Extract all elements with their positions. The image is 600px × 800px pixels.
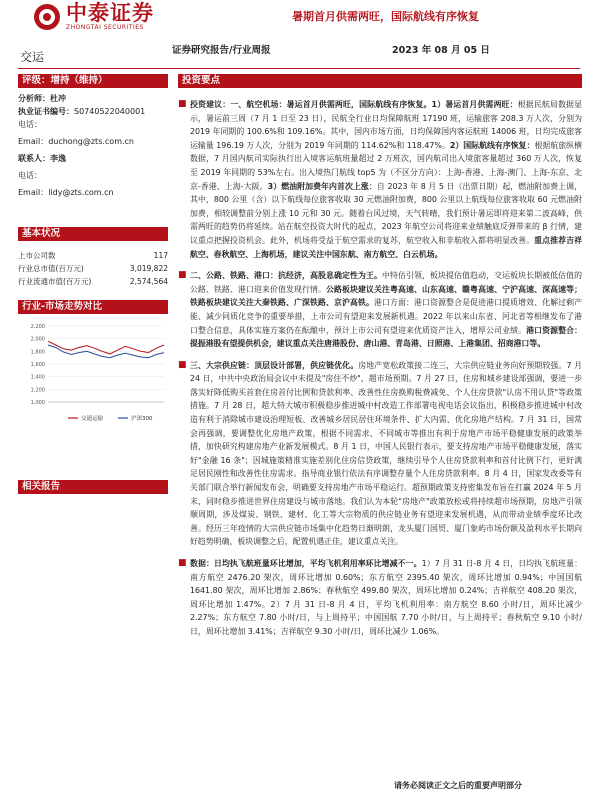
logo-emblem-icon [34, 4, 60, 30]
point-text: 港口方面：港口资源整合是促进港口提质增效、化解过剩产能、减少同质化竞争的重要举措，上市公司有望迎来发展新机遇。2022 年以来山东省、河北省等相继发布了港口整合信息，具体实施方案仍在酝酿中，预计上市公司有望迎来优质资产注入，增厚公司业绩。 [190, 298, 582, 335]
company-logo [34, 2, 154, 31]
chart-legend-label: 交通运输 [81, 416, 104, 422]
report-headline: 暑期首月供需两旺，国际航线有序恢复 [292, 10, 479, 23]
analyst-name: 分析师：杜冲 [18, 94, 66, 103]
chart-y-tick-label: 1,000 [30, 400, 45, 406]
stat-label: 行业流通市值(百万元) [18, 277, 92, 286]
logo-chinese-name: 中泰证券 [66, 1, 154, 25]
cert-line [18, 105, 168, 118]
stat-row [18, 262, 168, 275]
point-bold: 2）国际航线有序恢复： [449, 140, 535, 150]
point-text: 中特估引领，板块提估值趋动，交运板块长期被低估值的公路、铁路、港口迎来价值发现行情。 [190, 271, 582, 294]
analyst-email[interactable]: Email：duchong@zts.com.cn [18, 137, 134, 146]
chart-y-tick-label: 2,200 [30, 324, 45, 330]
bullet-icon: ■ [178, 558, 187, 568]
cert-label: 执业证书编号： [18, 107, 74, 116]
point-text: 根据民航局数据显示，暑运前三周（7 月 1 日至 23 日），民航全行业日均保障航班 17190 班，运输旅客 208.3 万人次，分别为 2019 年同期的 100.6%和 109.16%。其中，国内市场方面，日均保障国内客运航班 14006 班，日均完成旅客运输量 196.19 万人次，分别为 2019 年同期的 114.62%和 118.47%。 [190, 100, 582, 150]
chart-series-line-0 [48, 341, 164, 354]
market-trend-svg [18, 320, 168, 430]
stat-row [18, 249, 168, 262]
chart-y-tick-label: 1,800 [30, 349, 45, 356]
chart-y-tick-label: 2,000 [30, 336, 45, 343]
basic-stats [18, 249, 168, 288]
left-sidebar [18, 74, 168, 494]
chart-legend-label: 沪深300 [131, 416, 153, 422]
point-bold: 重点推荐吉祥航空、春秋航空、上海机场，建议关注中国东航、南方航空、白云机场。 [190, 235, 582, 259]
point-text: 自 2023 年 8 月 5 日（出票日期）起，燃油附加费上调，其中，800 公里（含）以下航线每位旅客收取 30 元燃油附加费，800 公里以上航线每位旅客收取 60 元燃油附加费，相较调整前分别上涨 10 元和 30 元。随着台风过境，天气转晴，我们预计暑运即将迎来第二波高峰，供需两旺的趋势仍将延续。站在航空投资大时代的起点，2023 年航空公司将迎来业绩触底反弹带来的 β 行情，建议重点把握投资机会。此外，机场将受益于航空需求的复苏，航空收入和非航收入都将明显改善。 [190, 181, 582, 245]
point-lead: 投资建议：一、航空机场：暑运首月供需两旺，国际航线有序恢复。1）暑运首月供需两旺： [190, 100, 518, 109]
chart-y-tick-label: 1,200 [30, 387, 45, 394]
stat-value: 3,019,822 [129, 264, 168, 273]
bullet-icon: ■ [178, 270, 187, 281]
report-date: 2023 年 08 月 05 日 [392, 45, 490, 56]
stat-value: 117 [153, 251, 168, 260]
stat-label: 上市公司数 [18, 251, 56, 260]
related-reports-bar: 相关报告 [18, 480, 168, 494]
main-content [178, 74, 582, 639]
bullet-icon: ■ [178, 359, 187, 370]
point-lead: 三、大宗供应链：顶层设计部署，供应链优化。 [190, 360, 359, 370]
stat-value: 2,574,564 [129, 277, 168, 286]
point-text: 1）7 月 31 日-8 月 4 日，日均执飞航班量：南方航空 2476.20 架次，周环比增加 0.60%；东方航空 2395.40 架次，周环比增加 0.94%；中国国航 1641.80 架次，周环比增加 2.86%；春秋航空 499.80 架次，周环比增加 0.24%；吉祥航空 408.20 架次，周环比增加 1.47%。2）7 月 31 日-8 月 4 日，平均飞机利用率：南方航空 8.60 小时/日，周环比减少 2.27%；东方航空 7.80 小时/日，与上周持平；中国国航 7.70 小时/日，与上周持平；春秋航空 9.10 小时/日，周环比增加 3.41%；吉祥航空 9.30 小时/日，周环比减少 1.06%。 [190, 559, 582, 636]
stat-row [18, 275, 168, 288]
point-supply-chain [178, 359, 582, 549]
point-lead: 二、公路、铁路、港口：抗经济，高股息确定性为王。 [190, 271, 383, 281]
report-type: 证券研究报告/行业周报 [172, 45, 271, 56]
point-text: 根据航旅纵横数据，7 月国内航司实际执行出入境客运航班量超过 2 万班次，国内航司出入境旅客量超过 360 万人次，恢复至 2019 年同期的 53%左右。出入境热门航线 top5 为（不区分方向）：上海-香港、上海-澳门、上海-东京、北京-香港、上海-大阪。 [190, 140, 582, 191]
disclaimer-footer: 请务必阅读正文之后的重要声明部分 [394, 781, 522, 790]
point-highway-rail-port [178, 269, 582, 351]
contact-phone: 电话： [18, 171, 42, 180]
point-bold: 港口资源整合：提振港股有望提供机会，建议重点关注唐港股份、唐山港、青岛港、日照港、上港集团、招商港口等。 [190, 325, 582, 349]
market-trend-chart [18, 320, 168, 430]
chart-title-bar: 行业-市场走势对比 [18, 300, 168, 314]
basic-status-bar: 基本状况 [18, 227, 168, 241]
cert-number: S0740522040001 [74, 107, 146, 116]
bullet-icon: ■ [178, 99, 187, 109]
sector-label: 交运 [20, 50, 45, 64]
contact-name: 联系人：李逸 [18, 154, 66, 163]
analyst-phone: 电话： [18, 120, 42, 129]
contact-email[interactable]: Email：lidy@zts.com.cn [18, 188, 114, 197]
logo-english-name: ZHONGTAI SECURITIES [66, 24, 144, 31]
point-aviation [178, 98, 582, 261]
chart-y-tick-label: 1,400 [30, 374, 45, 381]
rating-bar: 评级：增持（维持） [18, 74, 168, 88]
key-points-bar: 投资要点 [178, 74, 582, 88]
header-divider [18, 68, 580, 69]
stat-label: 行业总市值(百万元) [18, 264, 84, 273]
point-lead: 数据：日均执飞航班量环比增加，平均飞机利用率环比增减不一。 [190, 559, 422, 568]
point-text: 房地产宽松政策接二连三，大宗供应链业务向好预期较强。7 月 24 日，中共中央政治局会议中未提及"房住不炒"，超市场预期。7 月 27 日，住房和城乡建设部强调，要进一步落实好降低购买首套住房首付比例和贷款利率、改善性住房换购税费减免、个人住房贷款"认房不用认贷"等政策措施。7 月 28 日，超大特大城市积极稳步推进城中村改造工作部署电视电话会议指出，积极稳步推进城中村改造有利于消除城市建设治理短板、改善城乡居民居住环境条件、扩大内需、优化房地产结构。7 月 31 日，国常会再强调，要调整优化房地产政策，根据不同需求、不同城市等推出有利于房地产市场平稳健康发展的政策举措，加快研究构建房地产业新发展模式。8 月 1 日，中国人民银行表示，要支持房地产市场平稳健康发展，落实好"金融 16 条"；因城施策精准实施差别化住房信贷政策，继续引导个人住房贷款利率和首付比例下行，更好满足居民刚性和改善性住房需求。指导商业银行依法有序调整存量个人住房贷款利率。8 月 4 日，国家发改委等有关部门联合举行新闻发布会，明确要支持房地产市场平稳运行。超预期政策支持密集发布旨在打赢 2024 年 5 月末，同时稳步推进世界住房建设与城市落地。我们认为本轮"房地产"政策放松或将持续超市场预期，房地产引领顺周期，涉及煤炭、钢铁、建材、化工等大宗物质的供应链业务有望迎来发展机遇，从而带动业绩季度环比改善。经历三年疫情的大宗供应链市场集中化趋势日渐明朗，龙头厦门国贸、厦门象屿市场份额及盈利水平长期向好趋势明确，板块调整之后，配置机遇正佳，建议重点关注。 [190, 360, 582, 547]
point-bold: 3）燃油附加费年内首次上涨： [267, 181, 377, 191]
point-bold: 公路板块建议关注粤高速、山东高速、赣粤高速、宁沪高速、深高速等；铁路板块建议关注大秦铁路、广深铁路、京沪高铁。 [190, 284, 582, 308]
point-data [178, 557, 582, 639]
chart-y-tick-label: 1,600 [30, 362, 45, 368]
